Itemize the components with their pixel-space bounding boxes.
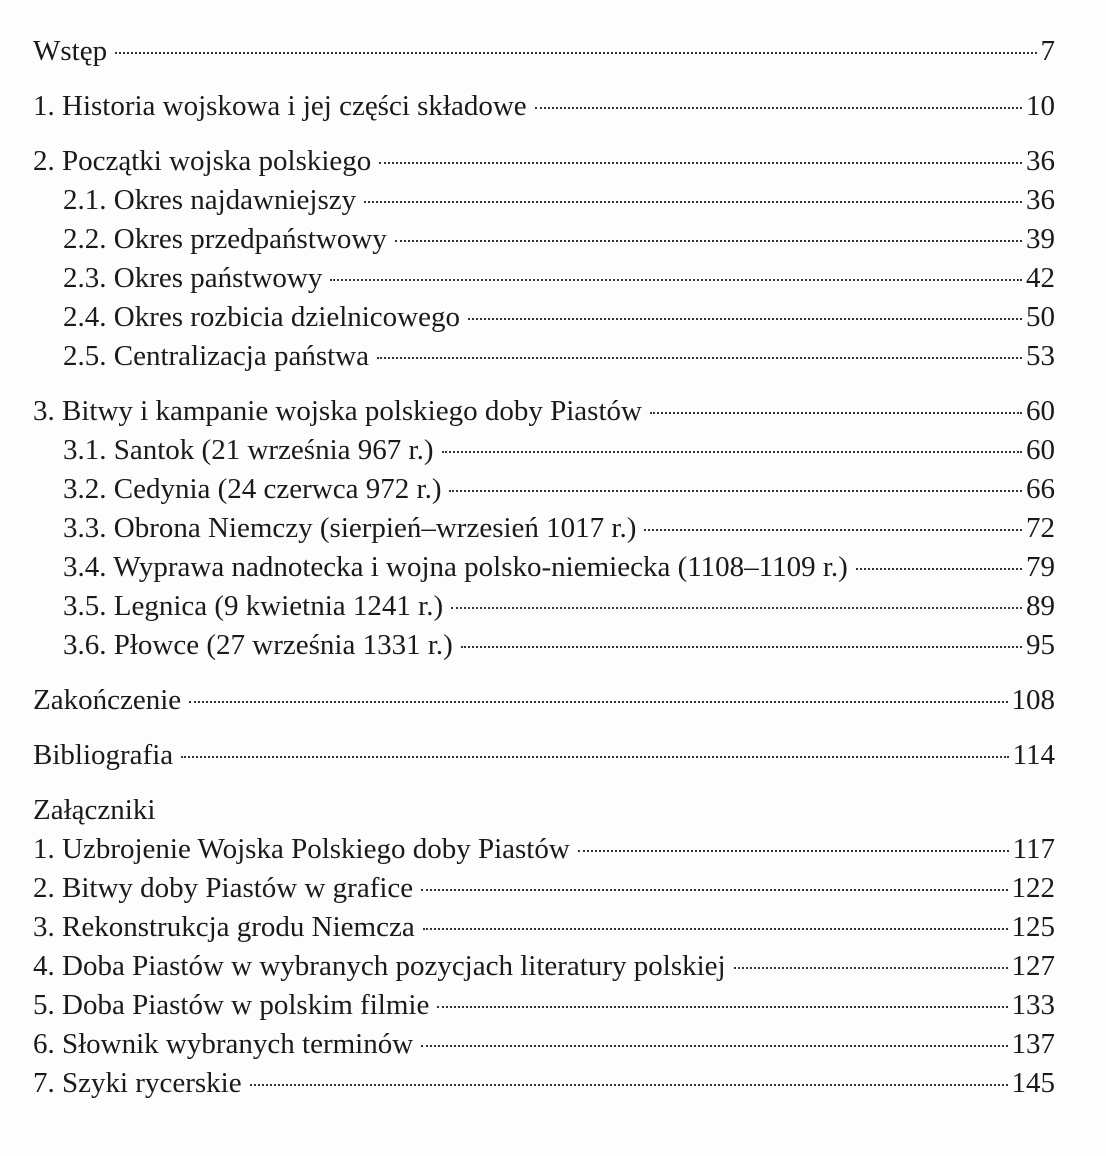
toc-entry-page: 50: [1026, 301, 1055, 333]
toc-entry-title: Bibliografia: [33, 739, 174, 771]
dot-leader: [250, 1084, 1008, 1086]
toc-entry-title: Zakończenie: [33, 684, 182, 716]
toc-entry-section-2-2[interactable]: [33, 220, 1055, 259]
toc-entry-page: 114: [1012, 739, 1055, 771]
toc-entry-page: 122: [1011, 872, 1055, 904]
toc-entry-page: 60: [1026, 434, 1055, 466]
dot-leader: [364, 201, 1022, 203]
dot-leader: [578, 850, 1009, 852]
toc-entry-section-3-2[interactable]: [33, 470, 1055, 509]
toc-entry-zalacznik-1[interactable]: [33, 830, 1055, 869]
toc-entry-title: 2.4. Okres rozbicia dzielnicowego: [63, 301, 460, 333]
dot-leader: [451, 607, 1022, 609]
toc-entry-zalacznik-7[interactable]: [33, 1064, 1055, 1103]
toc-entry-bibliografia[interactable]: [33, 736, 1055, 775]
toc-entry-page: 133: [1011, 989, 1055, 1021]
toc-entry-section-2-3[interactable]: [33, 259, 1055, 298]
toc-entry-page: 89: [1026, 590, 1055, 622]
toc-entry-title: 3.5. Legnica (9 kwietnia 1241 r.): [63, 590, 444, 622]
toc-entry-page: 117: [1012, 833, 1055, 865]
dot-leader: [644, 529, 1022, 531]
dot-leader: [461, 646, 1022, 648]
dot-leader: [734, 967, 1008, 969]
toc-entry-section-3-3[interactable]: [33, 509, 1055, 548]
dot-leader: [437, 1006, 1007, 1008]
toc-heading-zalaczniki: Załączniki: [33, 794, 156, 826]
toc-entry-title: 5. Doba Piastów w polskim filmie: [33, 989, 430, 1021]
toc-entry-page: 66: [1026, 473, 1055, 505]
dot-leader: [650, 412, 1022, 414]
toc-entry-title: 3. Rekonstrukcja grodu Niemcza: [33, 911, 415, 943]
toc-entry-zakonczenie[interactable]: [33, 681, 1055, 720]
toc-entry-title: 1. Uzbrojenie Wojska Polskiego doby Piastów: [33, 833, 570, 865]
dot-leader: [421, 1045, 1007, 1047]
toc-entry-page: 39: [1026, 223, 1055, 255]
toc-entry-chapter-2[interactable]: [33, 142, 1055, 181]
toc-entry-title: 3.6. Płowce (27 września 1331 r.): [63, 629, 453, 661]
toc-entry-page: 53: [1026, 340, 1055, 372]
toc-entry-title: 2.5. Centralizacja państwa: [63, 340, 369, 372]
dot-leader: [181, 756, 1008, 758]
toc-entry-title: 3.4. Wyprawa nadnotecka i wojna polsko-niemiecka (1108–1109 r.): [63, 551, 848, 583]
toc-entry-page: 36: [1026, 145, 1055, 177]
toc-entry-section-3-6[interactable]: [33, 626, 1055, 665]
toc-entry-title: 3.2. Cedynia (24 czerwca 972 r.): [63, 473, 442, 505]
toc-entry-section-2-1[interactable]: [33, 181, 1055, 220]
toc-entry-zalacznik-2[interactable]: [33, 869, 1055, 908]
dot-leader: [442, 451, 1023, 453]
toc-entry-title: 2. Początki wojska polskiego: [33, 145, 372, 177]
toc-entry-page: 95: [1026, 629, 1055, 661]
dot-leader: [423, 928, 1008, 930]
toc-entry-title: 2.1. Okres najdawniejszy: [63, 184, 357, 216]
toc-entry-zalacznik-5[interactable]: [33, 986, 1055, 1025]
toc-entry-page: 145: [1011, 1067, 1055, 1099]
dot-leader: [449, 490, 1022, 492]
toc-entry-title: 3. Bitwy i kampanie wojska polskiego doby Piastów: [33, 395, 642, 427]
dot-leader: [395, 240, 1022, 242]
toc-entry-page: 60: [1026, 395, 1055, 427]
dot-leader: [377, 357, 1022, 359]
dot-leader: [189, 701, 1007, 703]
toc-entry-wstep[interactable]: [33, 32, 1055, 71]
toc-entry-page: 36: [1026, 184, 1055, 216]
dot-leader: [115, 52, 1036, 54]
toc-entry-page: 72: [1026, 512, 1055, 544]
toc-entry-page: 125: [1011, 911, 1055, 943]
dot-leader: [330, 279, 1022, 281]
toc-entry-page: 42: [1026, 262, 1055, 294]
toc-entry-section-3-4[interactable]: [33, 548, 1055, 587]
toc-entry-section-2-4[interactable]: [33, 298, 1055, 337]
dot-leader: [421, 889, 1007, 891]
toc-entry-title: 2. Bitwy doby Piastów w grafice: [33, 872, 414, 904]
dot-leader: [468, 318, 1022, 320]
toc-entry-page: 108: [1011, 684, 1055, 716]
toc-entry-title: 1. Historia wojskowa i jej części składowe: [33, 90, 527, 122]
table-of-contents: [33, 32, 1055, 1103]
toc-entry-title: 4. Doba Piastów w wybranych pozycjach literatury polskiej: [33, 950, 726, 982]
toc-entry-title: 6. Słownik wybranych terminów: [33, 1028, 414, 1060]
toc-entry-page: 7: [1040, 35, 1055, 67]
toc-entry-title: 3.1. Santok (21 września 967 r.): [63, 434, 434, 466]
toc-entry-page: 127: [1011, 950, 1055, 982]
toc-entry-zalacznik-3[interactable]: [33, 908, 1055, 947]
toc-entry-section-3-1[interactable]: [33, 431, 1055, 470]
dot-leader: [856, 568, 1022, 570]
toc-entry-chapter-3[interactable]: [33, 392, 1055, 431]
toc-entry-chapter-1[interactable]: [33, 87, 1055, 126]
toc-entry-section-3-5[interactable]: [33, 587, 1055, 626]
toc-entry-page: 137: [1011, 1028, 1055, 1060]
toc-entry-title: Wstęp: [33, 35, 108, 67]
toc-entry-title: 7. Szyki rycerskie: [33, 1067, 242, 1099]
toc-entry-page: 10: [1026, 90, 1055, 122]
toc-entry-title: 2.3. Okres państwowy: [63, 262, 323, 294]
toc-entry-section-2-5[interactable]: [33, 337, 1055, 376]
toc-entry-zalacznik-6[interactable]: [33, 1025, 1055, 1064]
dot-leader: [379, 162, 1022, 164]
toc-entry-title: 3.3. Obrona Niemczy (sierpień–wrzesień 1017 r.): [63, 512, 637, 544]
toc-entry-page: 79: [1026, 551, 1055, 583]
toc-entry-title: 2.2. Okres przedpaństwowy: [63, 223, 387, 255]
toc-entry-zalacznik-4[interactable]: [33, 947, 1055, 986]
dot-leader: [535, 107, 1022, 109]
